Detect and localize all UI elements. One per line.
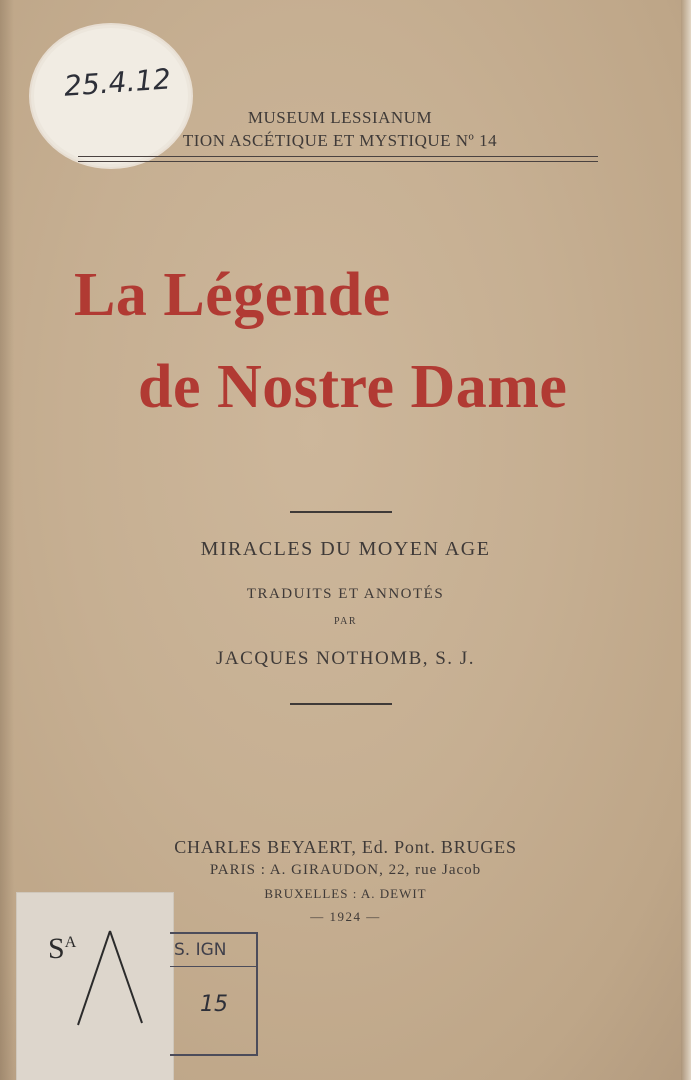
- series-divider: [78, 156, 598, 162]
- lower-divider: [290, 703, 392, 705]
- stamp-divider: [170, 966, 256, 967]
- series-collection: TION ASCÉTIQUE ET MYSTIQUE Nº 14: [182, 131, 498, 150]
- translation-note: TRADUITS ET ANNOTÉS: [246, 586, 445, 602]
- book-title-line-1: La Légende: [74, 261, 391, 329]
- subtitle: MIRACLES DU MOYEN AGE: [200, 538, 491, 560]
- series-title: MUSEUM LESSIANUM: [247, 108, 433, 127]
- date-seal-handwriting: 25.4.12: [62, 62, 172, 103]
- shelf-superscript: A: [64, 934, 77, 951]
- publication-year: — 1924 —: [310, 909, 381, 924]
- author: JACQUES NOTHOMB, S. J.: [216, 648, 475, 669]
- stamp-number: 15: [200, 992, 228, 1017]
- paris-distributor: PARIS : A. GIRAUDON, 22, rue Jacob: [209, 862, 482, 878]
- shelf-letter: S: [48, 932, 65, 965]
- book-title-line-2: de Nostre Dame: [138, 353, 568, 421]
- publisher: CHARLES BEYAERT, Ed. Pont. BRUGES: [174, 837, 517, 857]
- shelf-slash-mark: [60, 925, 150, 1035]
- by-label: PAR: [333, 616, 358, 627]
- brussels-distributor: BRUXELLES : A. DEWIT: [264, 886, 427, 901]
- stamp-owner: S. IGN: [174, 940, 227, 960]
- upper-divider: [290, 511, 392, 513]
